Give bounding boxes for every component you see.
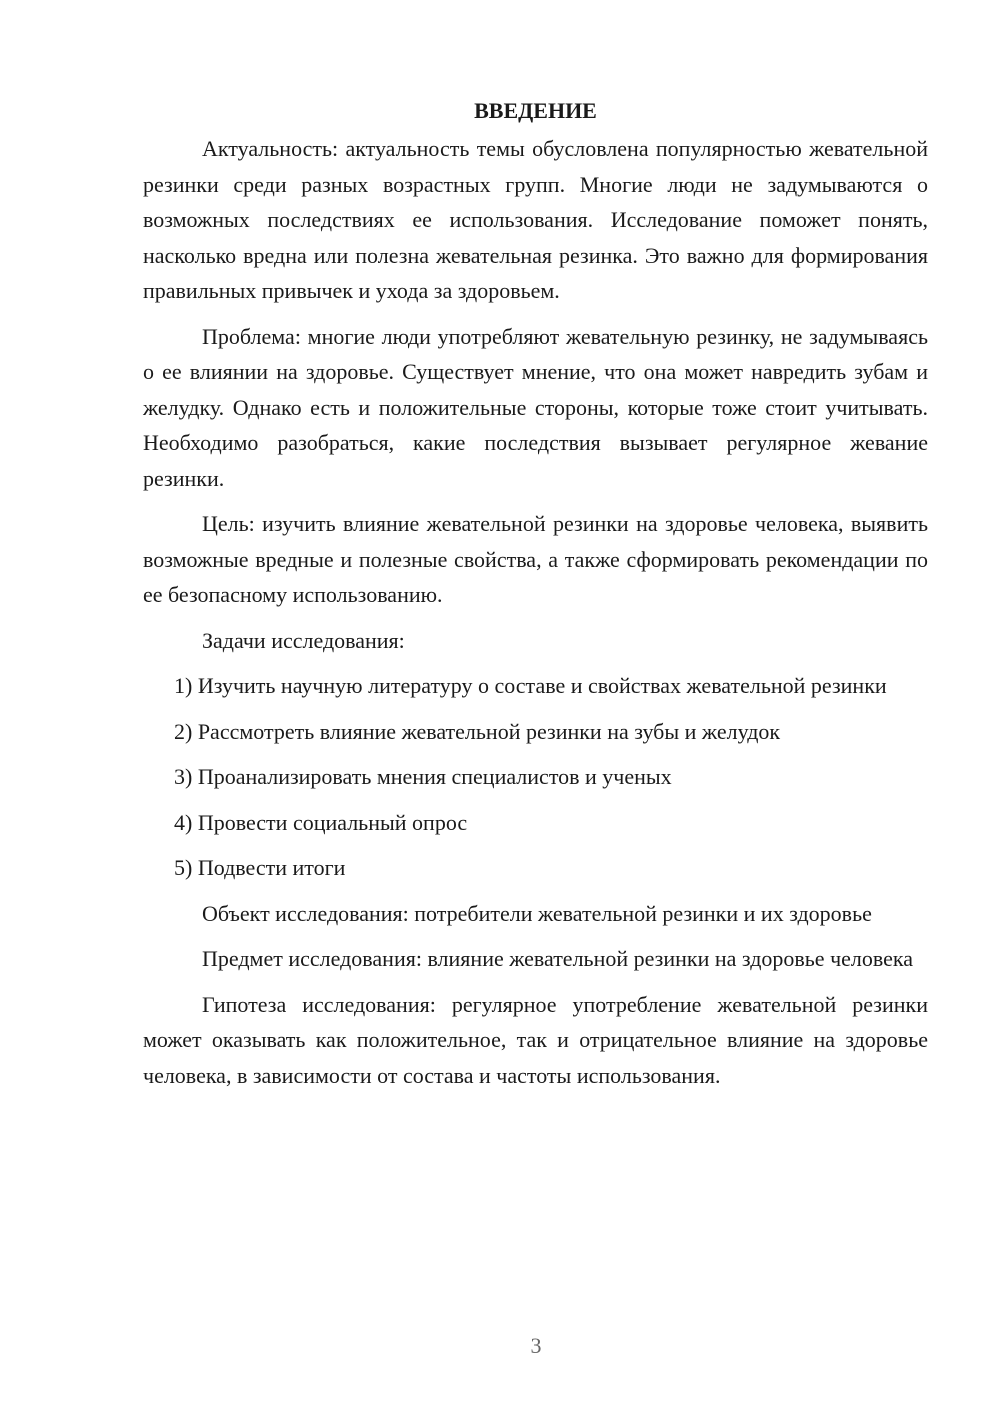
task-item: 4) Провести социальный опрос [174, 809, 468, 835]
goal-paragraph: Цель: изучить влияние жевательной резинки на здоровье человека, выявить возможные вредные и полезные свойства, а также сформировать рекомендации по ее безопасному использованию. [143, 511, 928, 607]
task-item: 3) Проанализировать мнения специалистов и ученых [174, 764, 672, 789]
section-title: ВВЕДЕНИЕ [474, 98, 597, 123]
task-item: 2) Рассмотреть влияние жевательной резинки на зубы и желудок [174, 718, 781, 744]
subject-paragraph: Предмет исследования: влияние жевательной резинки на здоровье человека [202, 946, 914, 971]
problem-paragraph: Проблема: многие люди употребляют жевательную резинку, не задумываясь о ее влиянии на здоровье. Существует мнение, что она может навредить зубам и желудку. Однако есть и положительные стороны, которые тоже стоит учитывать. Необходимо разобраться, какие последствия вызывает регулярное жевание резинки. [143, 323, 928, 491]
page-content [143, 93, 928, 1103]
task-item: 1) Изучить научную литературу о составе и свойствах жевательной резинки [174, 673, 887, 698]
object-paragraph: Объект исследования: потребители жевательной резинки и их здоровье [202, 900, 872, 926]
tasks-heading: Задачи исследования: [202, 627, 405, 653]
page-number: 3 [530, 1333, 542, 1358]
task-item: 5) Подвести итоги [174, 855, 346, 880]
hypothesis-paragraph: Гипотеза исследования: регулярное употребление жевательной резинки может оказывать как положительное, так и отрицательное влияние на здоровье человека, в зависимости от состава и частоты использования. [143, 991, 928, 1088]
relevance-paragraph: Актуальность: актуальность темы обусловлена популярностью жевательной резинки среди разных возрастных групп. Многие люди не задумываются о возможных последствиях ее использования. Исследование поможет понять, насколько вредна или полезна жевательная резинка. Это важно для формирования правильных привычек и ухода за здоровьем. [143, 136, 928, 303]
